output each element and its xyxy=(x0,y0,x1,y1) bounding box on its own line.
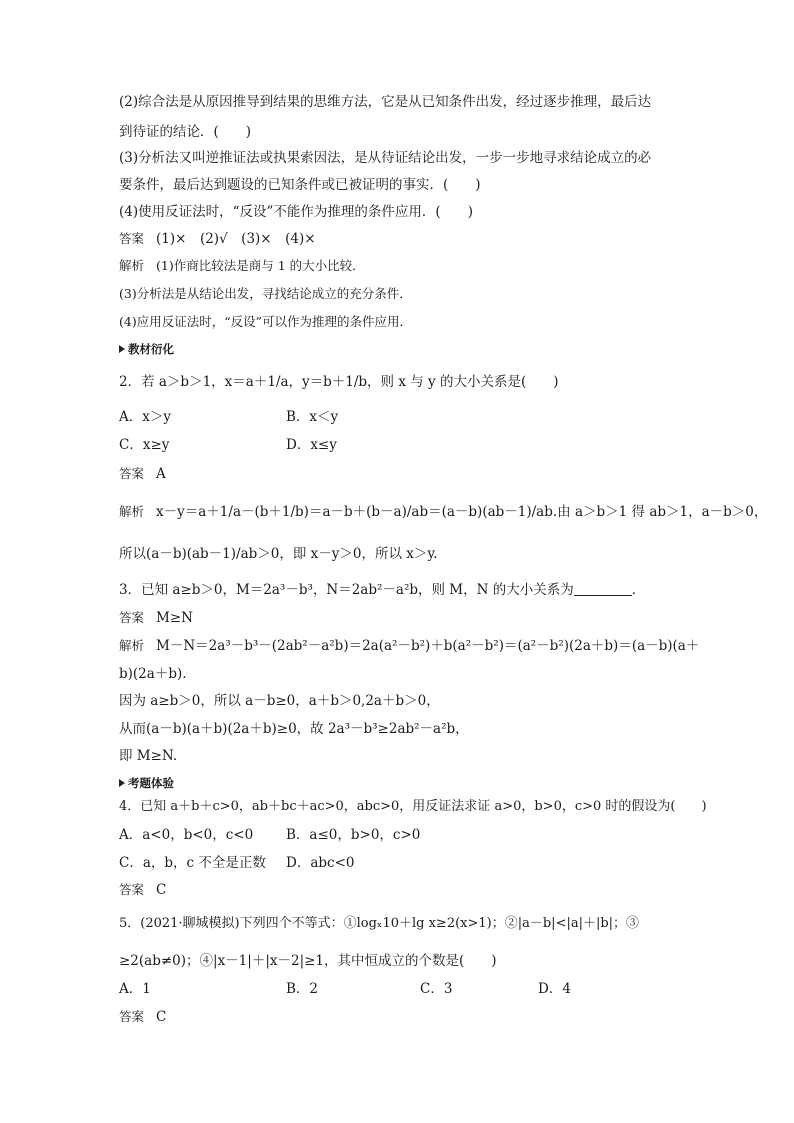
explanation-label: 解析 xyxy=(119,504,145,519)
question-4: 4．已知 a＋b＋c>0，ab＋bc＋ac>0，abc>0，用反证法求证 a>0，b>0，c>0 时的假设为( ) xyxy=(119,799,707,814)
answer-2 xyxy=(119,464,166,484)
question-5-option-c: C．3 xyxy=(420,981,453,997)
answer-label: 答案 xyxy=(119,231,145,246)
question-3 xyxy=(119,580,645,600)
explanation-3e: 即 M≥N. xyxy=(119,748,178,764)
triangle-bullet-icon xyxy=(119,779,125,787)
answer-1 xyxy=(119,229,316,249)
question-5-option-b: B．2 xyxy=(286,981,319,997)
statement-3-line-2: 要条件，最后达到题设的已知条件或已被证明的事实．( ) xyxy=(119,177,481,193)
explanation-label: 解析 xyxy=(119,258,145,273)
question-5-line-1: 5．(2021·聊城模拟)下列四个不等式：①logₓ10＋lg x≥2(x>1)；②|a－b|<|a|＋|b|；③ xyxy=(119,916,640,931)
answer-label: 答案 xyxy=(119,1009,145,1024)
question-text: 3．已知 a≥b＞0，M＝2a³－b³，N＝2ab²－a²b，则 M，N 的大小关系为 xyxy=(119,582,574,598)
explanation-1c: (4)应用反证法时，“反设”可以作为推理的条件应用． xyxy=(119,314,412,329)
question-end: ． xyxy=(631,582,646,598)
answer-5 xyxy=(119,1007,166,1027)
answer-text: C xyxy=(156,1009,167,1025)
question-5-option-a: A．1 xyxy=(119,981,151,997)
question-4-option-c: C．a，b，c 不全是正数 xyxy=(119,855,266,871)
answer-text: M≥N xyxy=(156,610,193,626)
triangle-bullet-icon xyxy=(119,345,125,353)
question-2-option-c: C．x≥y xyxy=(119,437,170,453)
answer-label: 答案 xyxy=(119,882,145,897)
section-title: 考题体验 xyxy=(128,776,174,790)
explanation-2 xyxy=(119,502,767,522)
explanation-1 xyxy=(119,256,365,276)
answer-label: 答案 xyxy=(119,610,145,625)
question-5-line-2: ≥2(ab≠0)；④|x－1|＋|x－2|≥1，其中恒成立的个数是( ) xyxy=(119,953,497,969)
question-4-option-b: B．a≤0，b>0，c>0 xyxy=(286,827,421,843)
question-5-option-d: D．4 xyxy=(538,981,571,997)
statement-4: (4)使用反证法时，“反设”不能作为推理的条件应用．( ) xyxy=(119,204,473,220)
answer-label: 答案 xyxy=(119,466,145,481)
section-header-exam xyxy=(119,773,174,793)
statement-2-line-2: 到待证的结论．( ) xyxy=(119,124,252,140)
explanation-text: x－y＝a＋1/a－(b＋1/b)＝a－b＋(b－a)/ab＝(a－b)(ab－1)/ab.由 a＞b＞1 得 ab＞1，a－b＞0， xyxy=(156,504,768,520)
question-2-option-d: D．x≤y xyxy=(286,437,337,453)
answer-text: A xyxy=(156,466,166,482)
section-header-textbook xyxy=(119,339,174,359)
question-2: 2．若 a＞b＞1，x＝a＋1/a，y＝b＋1/b，则 x 与 y 的大小关系是( ) xyxy=(119,374,559,390)
explanation-2b: 所以(a－b)(ab－1)/ab＞0，即 x－y＞0，所以 x＞y. xyxy=(119,546,438,562)
explanation-1b: (3)分析法是从结论出发，寻找结论成立的充分条件． xyxy=(119,286,412,301)
explanation-3b: b)(2a＋b). xyxy=(119,666,187,682)
explanation-3c: 因为 a≥b＞0，所以 a－b≥0，a＋b＞0,2a＋b＞0， xyxy=(119,693,440,709)
statement-3-line-1: (3)分析法又叫逆推证法或执果索因法，是从待证结论出发，一步一步地寻求结论成立的必 xyxy=(119,150,652,166)
explanation-3d: 从而(a－b)(a＋b)(2a＋b)≥0，故 2a³－b³≥2ab²－a²b， xyxy=(119,721,469,737)
answer-blank xyxy=(574,581,632,596)
answer-text: (1)× (2)√ (3)× (4)× xyxy=(156,231,316,247)
explanation-label: 解析 xyxy=(119,638,145,653)
question-2-option-b: B．x＜y xyxy=(286,409,339,425)
answer-text: C xyxy=(156,882,167,898)
statement-2-line-1: (2)综合法是从原因推导到结果的思维方法，它是从已知条件出发，经过逐步推理，最后达 xyxy=(119,94,652,110)
explanation-text: (1)作商比较法是商与 1 的大小比较． xyxy=(156,258,365,273)
answer-4 xyxy=(119,880,166,900)
explanation-3 xyxy=(119,636,699,656)
question-2-option-a: A．x＞y xyxy=(119,409,171,425)
answer-3 xyxy=(119,608,193,628)
explanation-text: M－N＝2a³－b³－(2ab²－a²b)＝2a(a²－b²)＋b(a²－b²)＝(a²－b²)(2a＋b)＝(a－b)(a＋ xyxy=(156,638,700,654)
section-title: 教材衍化 xyxy=(128,342,174,356)
question-4-option-a: A．a<0，b<0，c<0 xyxy=(119,827,254,843)
question-4-option-d: D．abc<0 xyxy=(286,855,355,871)
